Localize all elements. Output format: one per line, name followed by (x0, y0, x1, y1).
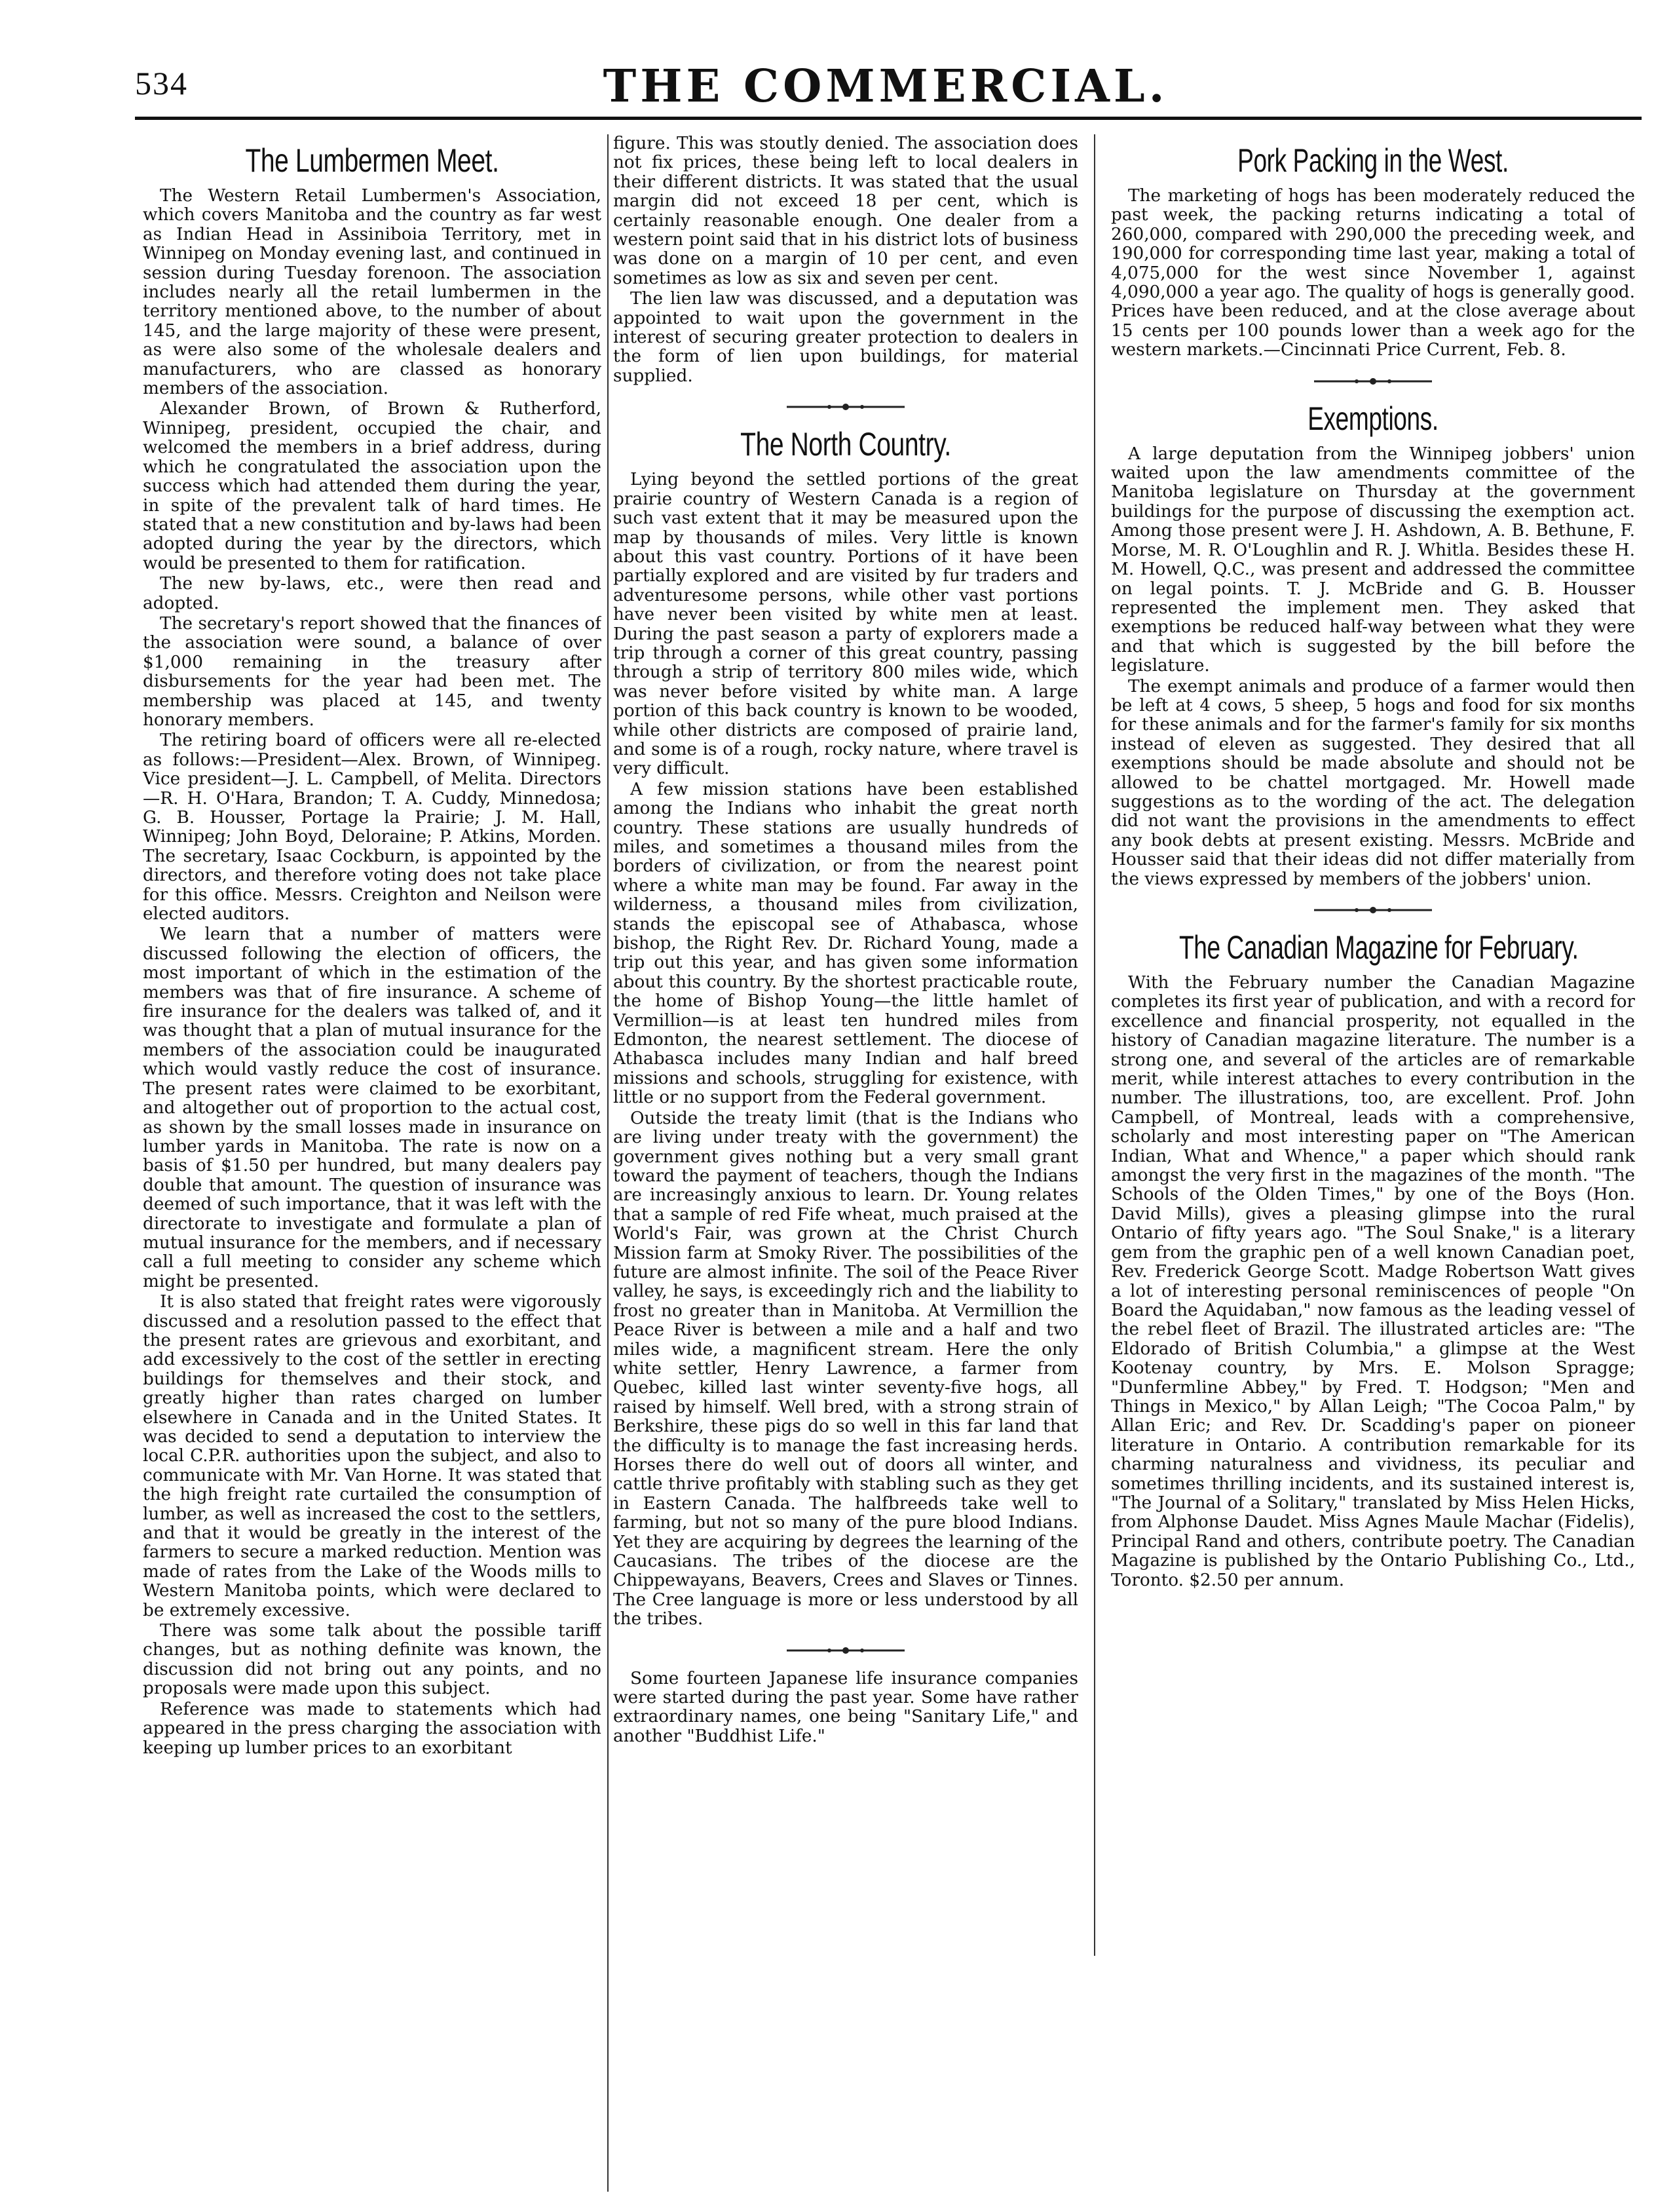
headline-north-country: The North Country. (740, 426, 951, 463)
page-number: 534 (135, 65, 188, 102)
column-3 (1111, 134, 1635, 1831)
paragraph: Lying beyond the settled portions of the great prairie country of Western Canada is a region of such vast extent that it may be measured upon the map by thousands of miles. Very little is known about this vast country. Portions of it have been partially explored and are visited by fur traders and adventuresome persons, while other vast portions have never been visited by white men at least. During the past season a party of explorers made a trip through a corner of this great country, passing through a strip of territory 800 miles wide, which was never before visited by white man. A large portion of this back country is known to be wooded, while other districts are composed of prairie land, and some is of a rough, rocky nature, where travel is very difficult. (613, 470, 1078, 779)
paragraph: The new by-laws, etc., were then read and adopted. (143, 574, 601, 613)
paragraph: The exempt animals and produce of a farmer would then be left at 4 cows, 5 sheep, 5 hogs and food for six months for these animals and for the farmer's family for six months instead of eleven as suggested. They desired that all exemptions should be made absolute and should not be allowed to be chattel mortgaged. Mr. Howell made suggestions as to the wording of the act. The delegation did not want the provisions in the amendments to effect any book debts at present existing. Messrs. McBride and Housser said that their ideas did not differ materially from the views expressed by members of the jobbers' union. (1111, 676, 1635, 889)
masthead: THE COMMERCIAL. (603, 60, 1169, 113)
divider-ornament-icon (1308, 906, 1439, 915)
column-1 (143, 134, 601, 2192)
divider-ornament-icon (780, 402, 911, 411)
paragraph: figure. This was stoutly denied. The association does not fix prices, these being left to local dealers in their different districts. It was stated that the usual margin did not exceed 18 per cent, which is certainly reasonable enough. One dealer from a western point said that in his district lots of business was done on a margin of 10 per cent, and even sometimes as low as six and seven per cent. (613, 134, 1078, 288)
paragraph: A large deputation from the Winnipeg jobbers' union waited upon the law amendments committee of the Manitoba legislature on Thursday at the government buildings for the purpose of discussing the exemption act. Among those present were J. H. Ashdown, A. B. Bethune, F. Morse, M. R. O'Loughlin and R. J. Whitla. Besides these H. M. Howell, Q.C., was present and addressed the committee on legal points. T. J. McBride and G. B. Housser represented the implement men. They asked that exemptions be reduced half-way between what they were and that which is suggested by the bill before the legislature. (1111, 444, 1635, 676)
paragraph: We learn that a number of matters were discussed following the election of officers, the most important of which in the estimation of the members was that of fire insurance. A scheme of fire insurance for the dealers was talked of, and it was thought that a plan of mutual insurance for the members of the association could be inaugurated which would vastly reduce the cost of insurance. The present rates were claimed to be exorbitant, and altogether out of proportion to the actual cost, as shown by the small losses made in insurance on lumber yards in Manitoba. The rate is now on a basis of $1.50 per hundred, but many dealers pay double that amount. The question of insurance was deemed of such importance, that it was left with the directorate to investigate and formulate a plan of mutual insurance for the members, and if necessary call a full meeting to consider any scheme which might be presented. (143, 925, 601, 1291)
column-2 (613, 134, 1078, 1949)
headline-exemptions: Exemptions. (1308, 400, 1439, 437)
column-rule (607, 134, 609, 2192)
paragraph: The lien law was discussed, and a deputation was appointed to wait upon the government in the interest of securing greater protection to dealers in the form of lien upon buildings, for material supplied. (613, 289, 1078, 386)
section-divider (613, 402, 1078, 414)
section-divider (1111, 905, 1635, 917)
headline-pork-packing: Pork Packing in the West. (1237, 142, 1509, 179)
headline-lumbermen: The Lumbermen Meet. (245, 142, 499, 179)
paragraph: With the February number the Canadian Magazine completes its first year of publication, and with a record for excellence and financial prosperity, not equalled in the history of Canadian magazine literature. The number is a strong one, and several of the articles are of remarkable merit, while interest attaches to every contribution in the number. The illustrations, too, are excellent. Prof. John Campbell, of Montreal, leads with a comprehensive, scholarly and most interesting paper on "The American Indian, What and Whence," a paper which should rank amongst the very first in the magazines of the month. "The Schools of the Olden Times," by one of the Boys (Hon. David Mills), gives a pleasing glimpse into the rural Ontario of fifty years ago. "The Soul Snake," is a literary gem from the graphic pen of a well known Canadian poet, Rev. Frederick George Scott. Madge Robertson Watt gives a lot of interesting personal reminiscences of people "On Board the Aquidaban," now famous as the leading vessel of the rebel fleet of Brazil. The illustrated articles are: "The Eldorado of British Columbia," a glimpse at the West Kootenay country, by Mrs. E. Molson Spragge; "Dunfermline Abbey," by Fred. T. Hodgson; "Men and Things in Mexico," by Allan Leigh; "The Cocoa Palm," by Allan Eric; and Rev. Dr. Scadding's paper on pioneer literature in Ontario. A contribution remarkable for its charming naturalness and vividness, its peculiar and sometimes thrilling incidents, and its sustained interest is, "The Journal of a Solitary," translated by Miss Helen Hicks, from Alphonse Daudet. Miss Agnes Maule Machar (Fidelis), Principal Rand and others, contribute poetry. The Canadian Magazine is published by the Ontario Publishing Co., Ltd., Toronto. $2.50 per annum. (1111, 973, 1635, 1590)
headline-canadian-magazine: The Canadian Magazine for February. (1179, 929, 1579, 966)
paragraph: Reference was made to statements which had appeared in the press charging the association with keeping up lumber prices to an exorbitant (143, 1699, 601, 1758)
section-divider (613, 1645, 1078, 1658)
paragraph: The secretary's report showed that the finances of the association were sound, a balance of over $1,000 remaining in the treasury after disbursements for the year had been met. The membership was placed at 145, and twenty honorary members. (143, 613, 601, 730)
section-divider (1111, 376, 1635, 389)
paragraph: The retiring board of officers were all re-elected as follows:—President—Alex. Brown, of Winnipeg. Vice president—J. L. Campbell, of Melita. Directors—R. H. O'Hara, Brandon; T. A. Cuddy, Minnedosa; G. B. Housser, Portage la Prairie; J. M. Hall, Winnipeg; John Boyd, Deloraine; P. Atkins, Morden. The secretary, Isaac Cockburn, is appointed by the directors, and therefore voting does not take place for this office. Messrs. Creighton and Neilson were elected auditors. (143, 731, 601, 925)
header-rule (135, 117, 1642, 120)
paragraph: There was some talk about the possible tariff changes, but as nothing definite was known, the discussion did not bring out any points, and no proposals were made upon this subject. (143, 1621, 601, 1699)
paragraph: Alexander Brown, of Brown & Rutherford, Winnipeg, president, occupied the chair, and welcomed the members in a brief address, during which he congratulated the association upon the success which had attended them during the year, in spite of the prevalent talk of hard times. He stated that a new constitution and by-laws had been adopted during the year by the directors, which would be presented to them for ratification. (143, 399, 601, 573)
paragraph: The Western Retail Lumbermen's Association, which covers Manitoba and the country as far west as Indian Head in Assiniboia Territory, met in Winnipeg on Monday evening last, and continued in session during Tuesday forenoon. The association includes nearly all the retail lumbermen in the territory mentioned above, to the number of about 145, and the large majority of these were present, as were also some of the wholesale dealers and manufacturers, who are classed as honorary members of the association. (143, 186, 601, 399)
page-header (135, 60, 1636, 126)
paragraph: Outside the treaty limit (that is the Indians who are living under treaty with the government) the government gives nothing but a very small grant toward the payment of teachers, though the Indians are increasingly anxious to learn. Dr. Young relates that a sample of red Fife wheat, much praised at the World's Fair, was grown at the Christ Church Mission farm at Smoky River. The possibilities of the future are almost infinite. The soil of the Peace River valley, he says, is exceedingly rich and the liability to frost no greater than in Manitoba. At Vermillion the Peace River is between a mile and a half and two miles wide, a magnificent stream. Here the only white settler, Henry Lawrence, a farmer from Quebec, killed last winter seventy-five hogs, all raised by himself. Well bred, with a strong strain of Berkshire, these pigs do so well in this far land that the difficulty is to manage the fast increasing herds. Horses there do well out of doors all winter, and cattle thrive profitably with stabling such as they get in Eastern Canada. The halfbreeds take well to farming, but not so many of the pure blood Indians. Yet they are acquiring by degrees the learning of the Caucasians. The tribes of the diocese are the Chippewayans, Beavers, Crees and Slaves or Tinnes. The Cree language is more or less understood by all the tribes. (613, 1108, 1078, 1630)
paragraph: It is also stated that freight rates were vigorously discussed and a resolution passed to the effect that the present rates are grievous and exorbitant, and add excessively to the cost of the settler in erecting buildings for themselves and their stock, and greatly higher than rates charged on lumber elsewhere in Canada and in the United States. It was decided to send a deputation to interview the local C.P.R. authorities upon the subject, and also to communicate with Mr. Van Horne. It was stated that the high freight rate curtailed the consumption of lumber, as well as increased the cost to the settlers, and that it would be greatly in the interest of the farmers to secure a marked reduction. Mention was made of rates from the Lake of the Woods mills to Western Manitoba points, which were declared to be extremely excessive. (143, 1292, 601, 1620)
paragraph: Some fourteen Japanese life insurance companies were started during the past year. Some have rather extraordinary names, one being "Sanitary Life," and another "Buddhist Life." (613, 1668, 1078, 1746)
column-rule (1094, 134, 1095, 1956)
paragraph: The marketing of hogs has been moderately reduced the past week, the packing returns indicating a total of 260,000, compared with 290,000 the preceding week, and 190,000 for corresponding time last year, making a total of 4,075,000 for the west since November 1, against 4,090,000 a year ago. The quality of hogs is generally good. Prices have been reduced, and at the close average about 15 cents per 100 pounds lower than a week ago for the western markets.—Cincinnati Price Current, Feb. 8. (1111, 186, 1635, 360)
paragraph: A few mission stations have been established among the Indians who inhabit the great north country. These stations are usually hundreds of miles, and sometimes a thousand miles from the borders of civilization, or from the nearest point where a white man may be found. Far away in the wilderness, a thousand miles from civilization, stands the episcopal see of Athabasca, whose bishop, the Right Rev. Dr. Richard Young, made a trip out this year, and has given some information about this country. By the shortest practicable route, the home of Bishop Young—the little hamlet of Vermillion—is at least ten hundred miles from Edmonton, the nearest settlement. The diocese of Athabasca includes many Indian and half breed missions and schools, struggling for existence, with little or no support from the Federal government. (613, 779, 1078, 1108)
divider-ornament-icon (1308, 377, 1439, 386)
divider-ornament-icon (780, 1646, 911, 1655)
